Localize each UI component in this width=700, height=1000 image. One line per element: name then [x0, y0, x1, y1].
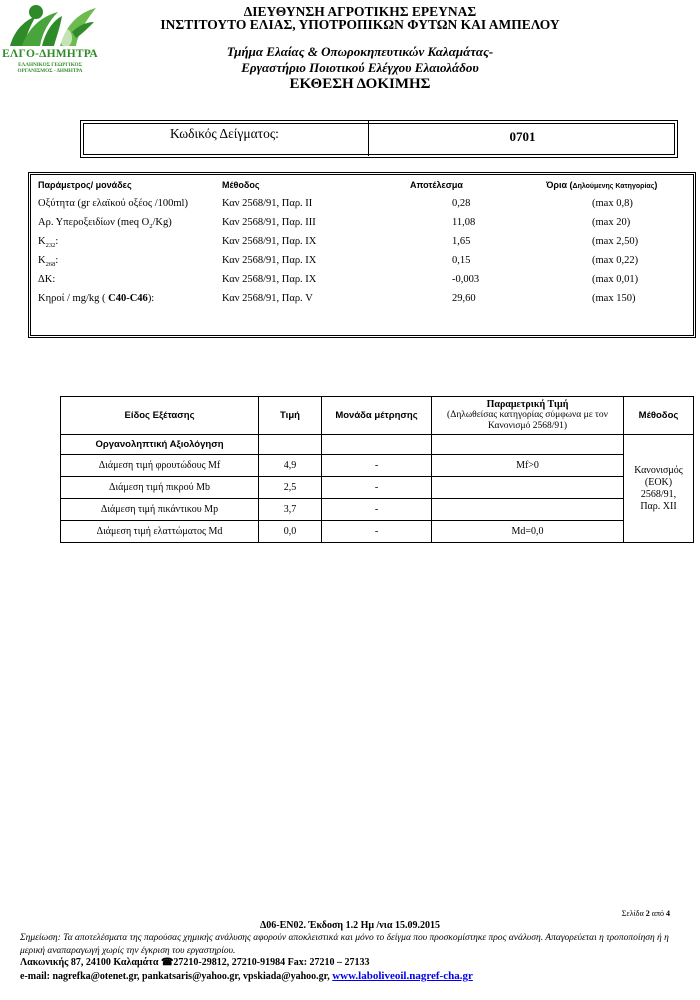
logo-subtitle-line1: ΕΛΛΗΝΙΚΟΣ ΓΕΩΡΓΙΚΟΣ	[18, 62, 82, 68]
param-row-k232-label	[38, 236, 58, 249]
param-header-method: Μέθοδος	[222, 180, 260, 190]
page-number	[622, 909, 670, 918]
organoleptic-table	[60, 396, 694, 543]
report-title: ΕΚΘΕΣΗ ΔΟΚΙΜΗΣ	[289, 76, 431, 92]
org-row-unit: -	[322, 499, 432, 521]
param-row-k232-result: 1,65	[452, 236, 471, 247]
param-row-peroxide-sub: 2	[149, 223, 153, 231]
phone-numbers: 27210-29812, 27210-91984 Fax: 27210 – 27133	[173, 957, 370, 968]
param-row-peroxide-result: 11,08	[452, 217, 476, 228]
org-section-label: Οργανοληπτική Αξιολόγηση	[61, 435, 259, 455]
sample-code-label: Κωδικός Δείγματος:	[170, 126, 279, 141]
org-row-param	[432, 477, 624, 499]
org-header-method: Μέθοδος	[624, 397, 694, 435]
org-header-param-title: Παραμετρική Τιμή	[486, 399, 569, 410]
param-row-k232-sub: 232	[45, 242, 56, 250]
table-row	[61, 455, 694, 477]
logo-subtitle-line2: ΟΡΓΑΝΙΣΜΟΣ - ΔΗΜΗΤΡΑ	[17, 68, 83, 74]
email-addresses: e-mail: nagrefka@otenet.gr, pankatsaris@yahoo.gr, vpskiada@yahoo.gr,	[20, 971, 333, 982]
org-row-unit: -	[322, 455, 432, 477]
org-row-param	[432, 499, 624, 521]
org-method-line4: Παρ. XII	[640, 500, 677, 512]
param-header-param: Παράμετρος/ μονάδες	[38, 180, 132, 190]
logo-subtitle	[2, 62, 98, 74]
page-number-mid: από	[649, 909, 666, 918]
org-row-unit: -	[322, 521, 432, 543]
org-method-line3: 2568/91,	[640, 488, 677, 500]
param-row-k268-sub: 268	[45, 261, 56, 269]
footer-address	[20, 957, 370, 968]
param-row-acidity-method: Καν 2568/91, Παρ. II	[222, 198, 313, 209]
table-row	[61, 435, 694, 455]
param-row-waxes-end: ):	[147, 293, 155, 304]
org-header-param	[432, 397, 624, 435]
org-row-unit: -	[322, 477, 432, 499]
param-row-acidity-label: Οξύτητα (gr ελαϊκού οξέος /100ml)	[38, 198, 188, 209]
phone-icon: ☎	[160, 957, 174, 968]
param-row-waxes-method: Καν 2568/91, Παρ. V	[222, 293, 313, 304]
page-number-total: 4	[666, 909, 670, 918]
param-row-k268-end: :	[55, 255, 59, 266]
table-row	[61, 521, 694, 543]
org-method-line1: Κανονισμός	[634, 464, 683, 476]
org-row-label: Διάμεση τιμή πικάντικου Mp	[61, 499, 259, 521]
param-row-acidity-limit: (max 0,8)	[592, 198, 633, 209]
header-laboratory: Εργαστήριο Ποιοτικού Ελέγχου Ελαιολάδου	[241, 60, 479, 75]
table-row	[61, 499, 694, 521]
footer-emails	[20, 970, 473, 982]
org-header-param-sub: (Δηλωθείσας κατηγορίας σύμφωνα με τον Κανονισμό 2568/91)	[447, 410, 608, 431]
param-row-k268-method: Καν 2568/91, Παρ. IX	[222, 255, 317, 266]
document-code: Δ06-ΕΝ02. Έκδοση 1.2 Ημ /νια 15.09.2015	[260, 920, 440, 931]
website-link[interactable]: www.laboliveoil.nagref-cha.gr	[332, 970, 473, 982]
org-row-value: 2,5	[259, 477, 322, 499]
logo-name: ΕΛΓΟ-ΔΗΜΗΤΡΑ	[2, 48, 98, 60]
param-row-deltak-result: -0,003	[452, 274, 480, 285]
param-row-k232-end: :	[55, 236, 59, 247]
param-header-result: Αποτέλεσμα	[410, 180, 463, 190]
org-method-cell	[624, 435, 694, 543]
param-row-peroxide-method: Καν 2568/91, Παρ. III	[222, 217, 316, 228]
org-row-value: 4,9	[259, 455, 322, 477]
org-row-label: Διάμεση τιμή ελαττώματος Md	[61, 521, 259, 543]
param-row-peroxide-label	[38, 217, 172, 230]
org-empty-cell	[432, 435, 624, 455]
org-row-value: 3,7	[259, 499, 322, 521]
param-header-limits-end: )	[654, 180, 658, 190]
param-row-k232-method: Καν 2568/91, Παρ. IX	[222, 236, 317, 247]
param-header-limits	[546, 180, 657, 190]
param-row-acidity-result: 0,28	[452, 198, 471, 209]
header-institute: ΙΝΣΤΙΤΟΥΤΟ ΕΛΙΑΣ, ΥΠΟΤΡΟΠΙΚΩΝ ΦΥΤΩΝ ΚΑΙ ΑΜΠΕΛΟΥ	[160, 17, 560, 32]
org-row-label: Διάμεση τιμή φρουτώδους Mf	[61, 455, 259, 477]
sample-code-value: 0701	[509, 129, 536, 144]
param-row-deltak-limit: (max 0,01)	[592, 274, 639, 285]
org-method-line2: (ΕΟΚ)	[644, 476, 673, 488]
address-text: Λακωνικής 87, 24100 Καλαμάτα	[20, 957, 161, 968]
param-row-k268-result: 0,15	[452, 255, 471, 266]
org-row-param: Mf>0	[432, 455, 624, 477]
org-header-type: Είδος Εξέτασης	[61, 397, 259, 435]
org-header-value: Τιμή	[259, 397, 322, 435]
param-row-k268-label	[38, 255, 58, 268]
param-row-waxes-label	[38, 293, 154, 304]
param-row-k232-text: K	[38, 236, 46, 247]
param-row-peroxide-limit: (max 20)	[592, 217, 631, 228]
param-row-deltak-method: Καν 2568/91, Παρ. IX	[222, 274, 317, 285]
logo-figure-icon	[2, 2, 100, 52]
param-header-limits-category: Δηλούμενης Κατηγορίας	[572, 183, 655, 190]
footer-note: Σημείωση: Τα αποτελέσματα της παρούσας χημικής ανάλυσης αφορούν αποκλειστικά και μόνο το δείγμα που προσκομίστηκε προς ανάλυση. Απαγορεύεται η τροποποίηση ή η μερική αναπαραγωγή χωρίς την έγκριση του εργαστηρίου.	[20, 933, 669, 956]
org-row-value: 0,0	[259, 521, 322, 543]
param-row-k232-limit: (max 2,50)	[592, 236, 639, 247]
table-row	[61, 477, 694, 499]
param-row-peroxide-end: /Kg)	[152, 217, 172, 228]
org-row-label: Διάμεση τιμή πικρού Mb	[61, 477, 259, 499]
param-row-waxes-bold: C40-C46	[108, 293, 148, 304]
org-empty-cell	[259, 435, 322, 455]
page-number-current: 2	[645, 909, 650, 918]
param-row-k268-text: K	[38, 255, 46, 266]
org-empty-cell	[322, 435, 432, 455]
page-number-prefix: Σελίδα	[621, 909, 646, 918]
param-row-waxes-result: 29,60	[452, 293, 476, 304]
header-department: Τμήμα Ελαίας & Οπωροκηπευτικών Καλαμάτας-	[226, 44, 494, 59]
param-row-deltak-label: ΔΚ:	[38, 274, 56, 285]
param-row-peroxide-text: Αρ. Υπεροξειδίων (meq O	[38, 217, 150, 228]
organoleptic-header-row	[61, 397, 694, 435]
param-row-k268-limit: (max 0,22)	[592, 255, 639, 266]
header-directorate: ΔΙΕΥΘΥΝΣΗ ΑΓΡΟΤΙΚΗΣ ΕΡΕΥΝΑΣ	[243, 4, 477, 19]
param-header-limits-start: Όρια (	[546, 180, 573, 190]
param-row-waxes-limit: (max 150)	[592, 293, 636, 304]
param-row-waxes-text: Κηροί / mg/kg (	[38, 293, 109, 304]
org-header-unit: Μονάδα μέτρησης	[322, 397, 432, 435]
org-row-param: Md=0,0	[432, 521, 624, 543]
